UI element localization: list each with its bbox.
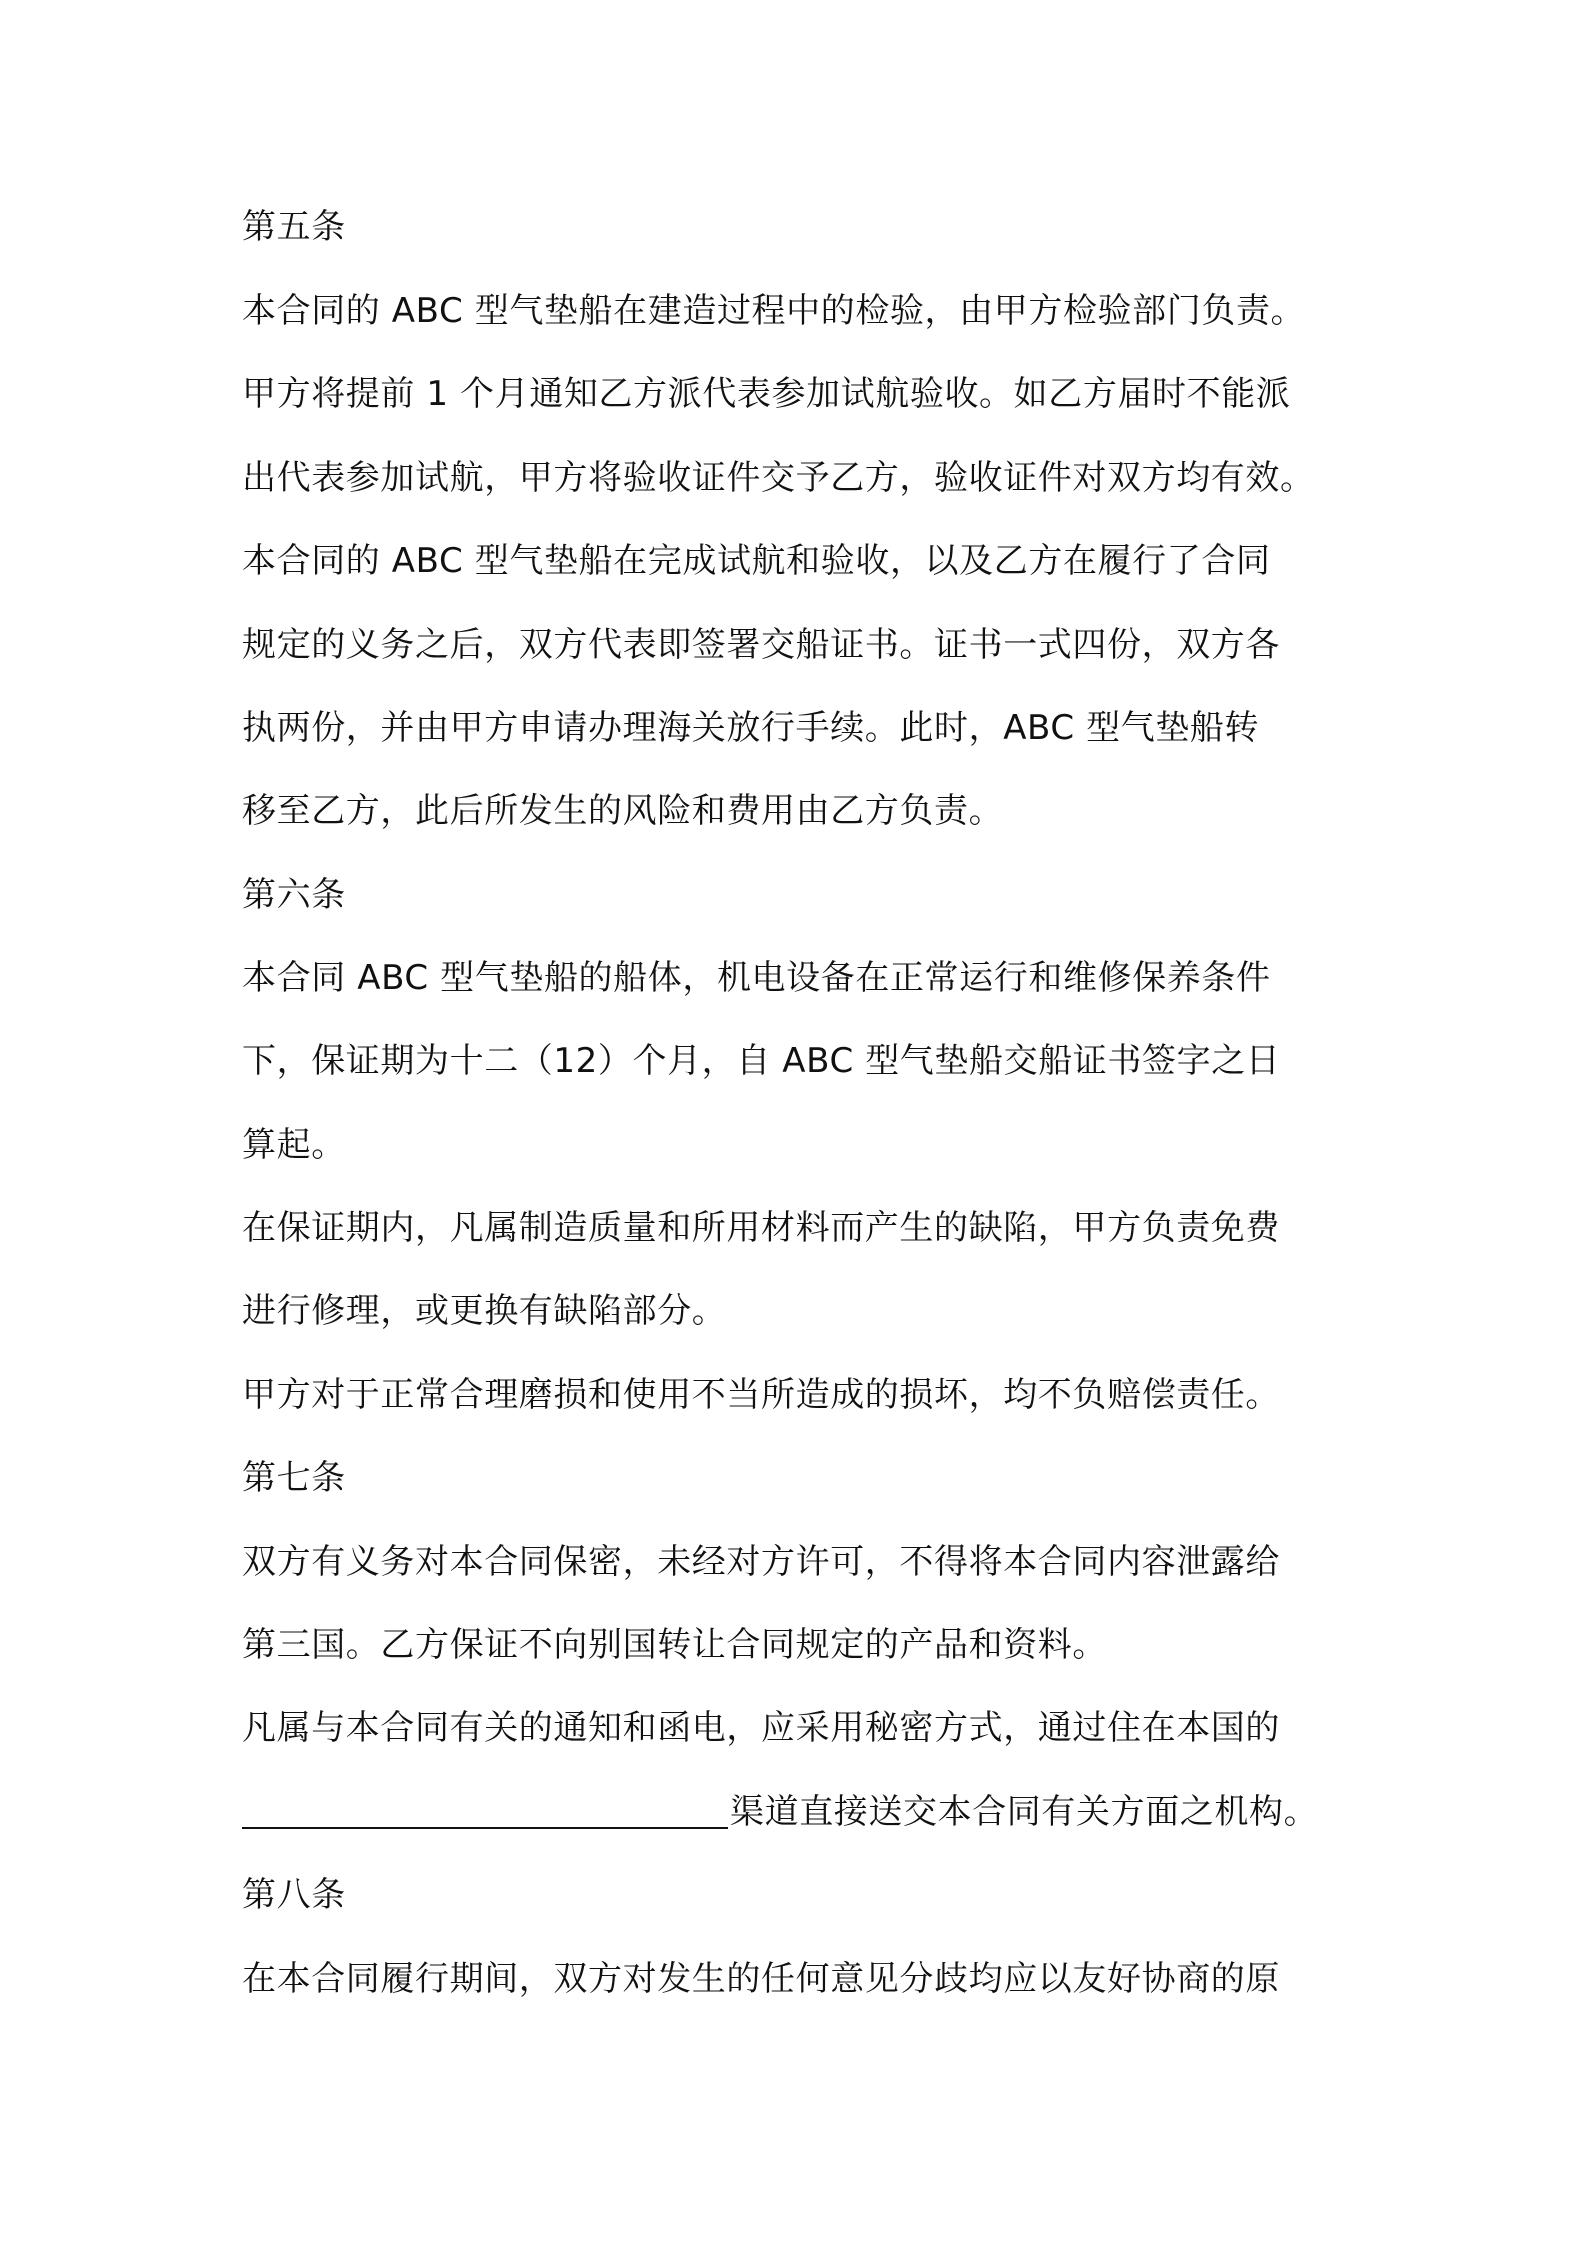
article-7-line-2: 第三国。乙方保证不向别国转让合同规定的产品和资料。 [242,1625,1107,1665]
article-8-heading: 第八条 [242,1875,346,1915]
article-7-line-1: 双方有义务对本合同保密，未经对方许可，不得将本合同内容泄露给 [242,1542,1280,1582]
article-5-heading: 第五条 [242,207,346,247]
article-5-line-3: 出代表参加试航，甲方将验收证件交予乙方，验收证件对双方均有效。 [242,458,1315,498]
article-6-line-5: 进行修理，或更换有缺陷部分。 [242,1291,727,1331]
article-8-line-1: 在本合同履行期间，双方对发生的任何意见分歧均应以友好协商的原 [242,1959,1280,1999]
article-5-line-4: 本合同的 ABC 型气垫船在完成试航和验收，以及乙方在履行了合同 [242,541,1271,581]
article-6-heading: 第六条 [242,875,346,915]
article-6-line-2: 下，保证期为十二（12）个月，自 ABC 型气垫船交船证书签字之日 [242,1041,1281,1081]
article-5-line-5: 规定的义务之后，双方代表即签署交船证书。证书一式四份，双方各 [242,625,1280,665]
article-7-line-3: 凡属与本合同有关的通知和函电，应采用秘密方式，通过住在本国的 [242,1708,1280,1748]
article-6-line-6: 甲方对于正常合理磨损和使用不当所造成的损坏，均不负赔偿责任。 [242,1375,1280,1415]
article-7-line-4 [242,1790,1362,1834]
article-7-blank-line-text: 渠道直接送交本合同有关方面之机构。 [730,1792,1319,1832]
article-6-line-3: 算起。 [242,1125,346,1165]
article-5-line-1: 本合同的 ABC 型气垫船在建造过程中的检验，由甲方检验部门负责。 [242,291,1306,331]
article-6-line-4: 在保证期内，凡属制造质量和所用材料而产生的缺陷，甲方负责免费 [242,1208,1280,1248]
article-5-line-7: 移至乙方，此后所发生的风险和费用由乙方负责。 [242,791,1004,831]
article-5-line-6: 执两份，并由甲方申请办理海关放行手续。此时，ABC 型气垫船转 [242,708,1260,748]
article-6-line-1: 本合同 ABC 型气垫船的船体，机电设备在正常运行和维修保养条件 [242,958,1271,998]
article-7-heading: 第七条 [242,1458,346,1498]
article-5-line-2: 甲方将提前 1 个月通知乙方派代表参加试航验收。如乙方届时不能派 [242,374,1291,414]
fill-in-blank[interactable] [242,1793,728,1829]
